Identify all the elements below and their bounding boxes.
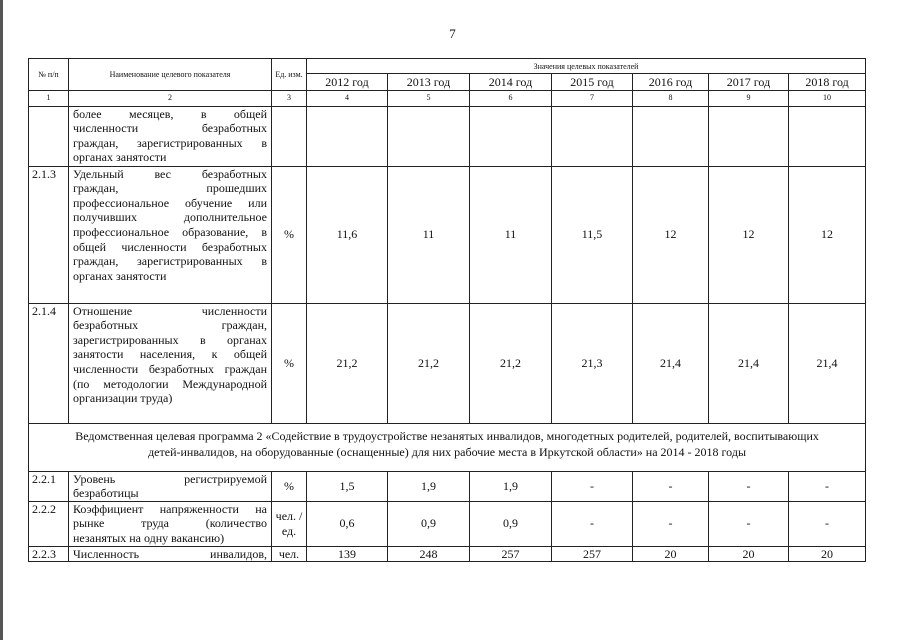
row-value: - (633, 471, 709, 501)
row-value: 11 (470, 166, 552, 303)
row-name-line: профессиональное обучение или (73, 195, 267, 210)
row-name (69, 303, 272, 423)
row-value: 12 (789, 166, 866, 303)
row-code (29, 106, 69, 166)
row-name-line: граждан, зарегистрированных в (73, 254, 267, 269)
header-values-group: Значения целевых показателей (307, 59, 866, 74)
program-title-line: детей-инвалидов, на оборудованные (оснащенные) для них рабочие места в Иркутской области» на 2014 - 2018 годы (148, 444, 746, 459)
page-number: 7 (449, 26, 456, 41)
column-numbers-row (29, 91, 866, 107)
row-value: 0,9 (388, 501, 470, 546)
row-value: 0,6 (307, 501, 388, 546)
row-name-line: органах занятости (73, 150, 167, 165)
row-value: 12 (633, 166, 709, 303)
row-value: 11 (388, 166, 470, 303)
row-value: 248 (388, 546, 470, 562)
row-name-line: профессиональное образование, в (73, 224, 267, 239)
row-code: 2.2.3 (29, 546, 69, 562)
row-value: - (552, 471, 633, 501)
table-row (29, 166, 866, 303)
row-value (552, 106, 633, 166)
row-name-line: зарегистрированных в органах (73, 332, 267, 347)
column-number: 7 (552, 91, 633, 107)
row-value: - (789, 471, 866, 501)
column-number: 10 (789, 91, 866, 107)
row-name-line: Уровень регистрируемой (73, 471, 267, 486)
row-value: 139 (307, 546, 388, 562)
program-title (29, 423, 866, 471)
row-name (69, 471, 272, 501)
row-name-line: Отношение численности (73, 303, 267, 318)
row-name-line: безработицы (73, 486, 139, 501)
row-name-line: более месяцев, в общей (73, 106, 267, 121)
row-value: 21,4 (633, 303, 709, 423)
row-value: 1,5 (307, 471, 388, 501)
column-number: 3 (272, 91, 307, 107)
row-value: 21,2 (388, 303, 470, 423)
scan-edge (0, 0, 3, 640)
row-value: 257 (552, 546, 633, 562)
column-number: 5 (388, 91, 470, 107)
column-number: 9 (709, 91, 789, 107)
row-value: 21,4 (709, 303, 789, 423)
row-name-line: численности безработных граждан (73, 361, 267, 376)
header-unit: Ед. изм. (272, 59, 307, 91)
program-row (29, 423, 866, 471)
header-year: 2018 год (789, 74, 866, 91)
header-year: 2013 год (388, 74, 470, 91)
column-number: 8 (633, 91, 709, 107)
row-code: 2.2.2 (29, 501, 69, 546)
row-unit: чел. /ед. (272, 501, 307, 546)
row-value: 21,4 (789, 303, 866, 423)
row-name (69, 106, 272, 166)
row-name-line: Коэффициент напряженности на (73, 501, 267, 516)
row-name-line: численности безработных (73, 121, 267, 136)
row-name-line: общей численности безработных (73, 239, 267, 254)
row-name (69, 546, 272, 562)
row-value: 11,6 (307, 166, 388, 303)
row-unit: % (272, 303, 307, 423)
table-row (29, 546, 866, 562)
row-value: 21,3 (552, 303, 633, 423)
row-value: 21,2 (470, 303, 552, 423)
row-name (69, 166, 272, 303)
row-value (307, 106, 388, 166)
table-row (29, 106, 866, 166)
row-name-line: получивших дополнительное (73, 210, 267, 225)
row-name-line: органах занятости (73, 268, 167, 283)
row-name (69, 501, 272, 546)
row-value: - (633, 501, 709, 546)
row-name-line: незанятых на одну вакансию) (73, 530, 225, 545)
row-value (470, 106, 552, 166)
header-year: 2016 год (633, 74, 709, 91)
row-value: - (789, 501, 866, 546)
row-value (789, 106, 866, 166)
row-value: 257 (470, 546, 552, 562)
column-number: 4 (307, 91, 388, 107)
row-value: 12 (709, 166, 789, 303)
row-name-line: Удельный вес безработных (73, 166, 267, 181)
table-row (29, 303, 866, 423)
row-value (388, 106, 470, 166)
row-unit (272, 106, 307, 166)
row-value (633, 106, 709, 166)
row-name-line: граждан, прошедших (73, 181, 267, 196)
row-value: 20 (789, 546, 866, 562)
row-name-line: рынке труда (количество (73, 516, 267, 531)
program-title-line: Ведомственная целевая программа 2 «Содействие в трудоустройстве незанятых инвалидов, многодетных родителей, родителей, воспитывающих (75, 428, 819, 443)
row-value: - (552, 501, 633, 546)
row-name-line: занятости населения, к общей (73, 347, 267, 362)
header-num: № п/п (29, 59, 69, 91)
row-value: 0,9 (470, 501, 552, 546)
table-row (29, 471, 866, 501)
row-name-line: Численность инвалидов, (73, 546, 267, 561)
row-value: 11,5 (552, 166, 633, 303)
row-code: 2.2.1 (29, 471, 69, 501)
row-name-line: (по методологии Международной (73, 376, 267, 391)
row-unit: % (272, 166, 307, 303)
table-row (29, 501, 866, 546)
row-name-line: организации труда) (73, 391, 173, 406)
row-value (709, 106, 789, 166)
header-year: 2012 год (307, 74, 388, 91)
row-code: 2.1.4 (29, 303, 69, 423)
row-value: 21,2 (307, 303, 388, 423)
row-value: - (709, 471, 789, 501)
row-unit: чел. (272, 546, 307, 562)
column-number: 2 (69, 91, 272, 107)
row-value: 1,9 (470, 471, 552, 501)
row-value: 20 (633, 546, 709, 562)
column-number: 6 (470, 91, 552, 107)
header-name: Наименование целевого показателя (69, 59, 272, 91)
row-unit: % (272, 471, 307, 501)
row-code: 2.1.3 (29, 166, 69, 303)
row-value: 20 (709, 546, 789, 562)
header-year: 2015 год (552, 74, 633, 91)
header-year: 2014 год (470, 74, 552, 91)
indicators-table (28, 58, 866, 562)
row-value: 1,9 (388, 471, 470, 501)
row-value: - (709, 501, 789, 546)
header-year: 2017 год (709, 74, 789, 91)
row-name-line: безработных граждан, (73, 318, 267, 333)
column-number: 1 (29, 91, 69, 107)
row-name-line: граждан, зарегистрированных в (73, 135, 267, 150)
